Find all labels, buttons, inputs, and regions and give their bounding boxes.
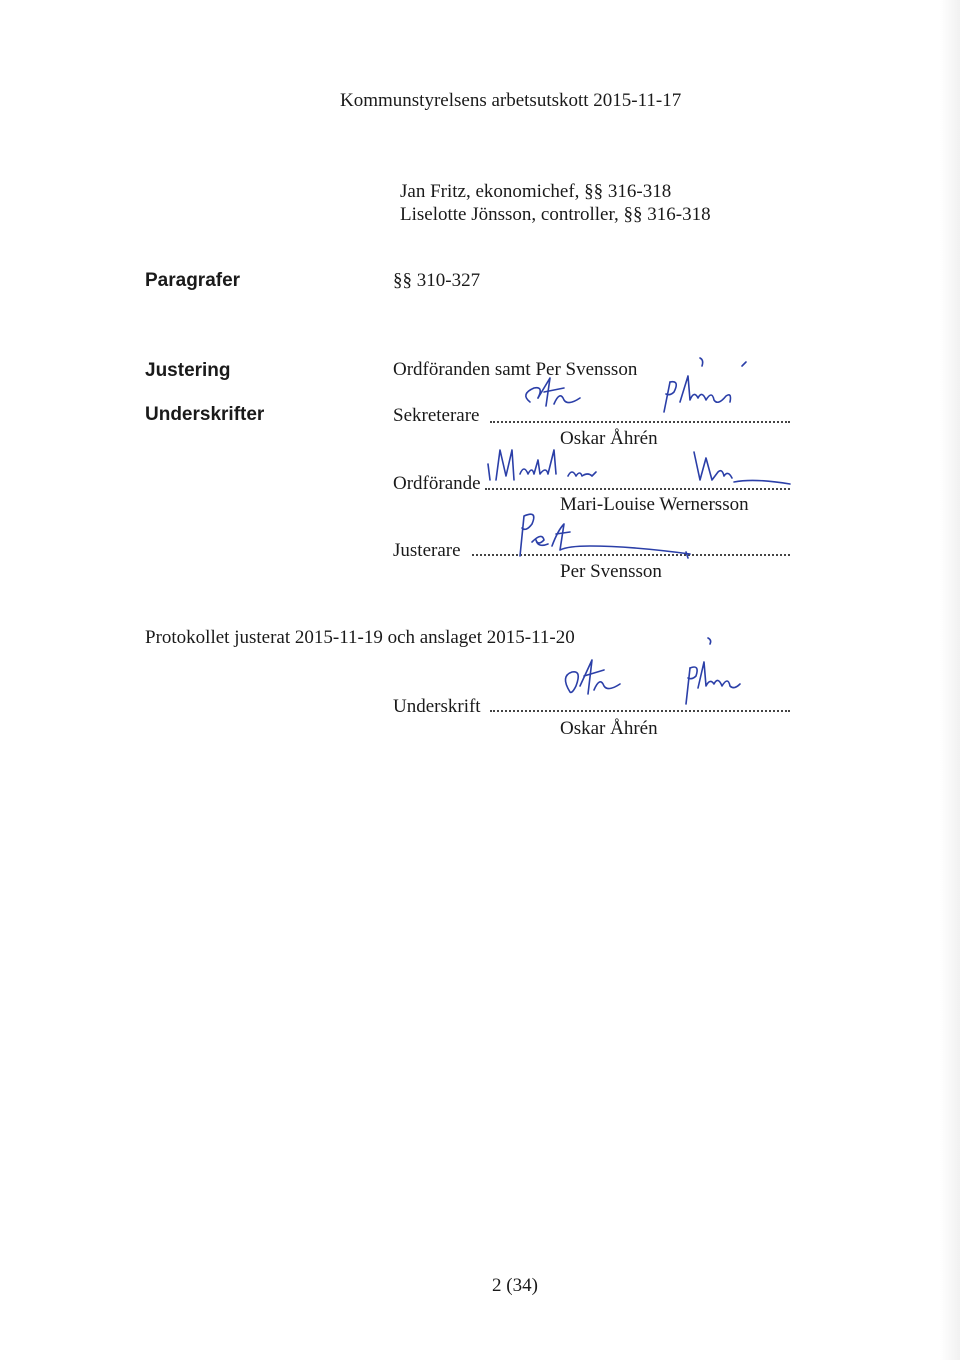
- signatory-name: Per Svensson: [560, 561, 662, 582]
- signatory-role: Ordförande: [393, 473, 481, 494]
- paragrafer-value: §§ 310-327: [393, 270, 481, 291]
- protocol-statement: Protokollet justerat 2015-11-19 och anslaget 2015-11-20: [145, 627, 575, 648]
- underskrifter-label: Underskrifter: [145, 404, 265, 425]
- attendee-line: Liselotte Jönsson, controller, §§ 316-318: [400, 204, 711, 225]
- document-header: Kommunstyrelsens arbetsutskott 2015-11-17: [340, 90, 682, 111]
- justering-label: Justering: [145, 360, 231, 381]
- page-number: 2 (34): [492, 1275, 538, 1296]
- sekreterare-signature: [480, 352, 790, 427]
- signatory-name: Oskar Åhrén: [560, 718, 658, 739]
- page-edge-shadow: [940, 0, 960, 1360]
- paragrafer-label: Paragrafer: [145, 270, 241, 291]
- justerare-signature: [480, 504, 720, 564]
- signatory-name: Mari-Louise Wernersson: [560, 494, 749, 515]
- underskrift-signature: [480, 628, 790, 718]
- justering-value: Ordföranden samt Per Svensson: [393, 359, 638, 380]
- signatory-role: Underskrift: [393, 696, 481, 717]
- signatory-name: Oskar Åhrén: [560, 428, 658, 449]
- signatory-role: Justerare: [393, 540, 461, 561]
- signatory-role: Sekreterare: [393, 405, 480, 426]
- attendee-line: Jan Fritz, ekonomichef, §§ 316-318: [400, 181, 672, 202]
- ordforande-signature: [480, 440, 790, 495]
